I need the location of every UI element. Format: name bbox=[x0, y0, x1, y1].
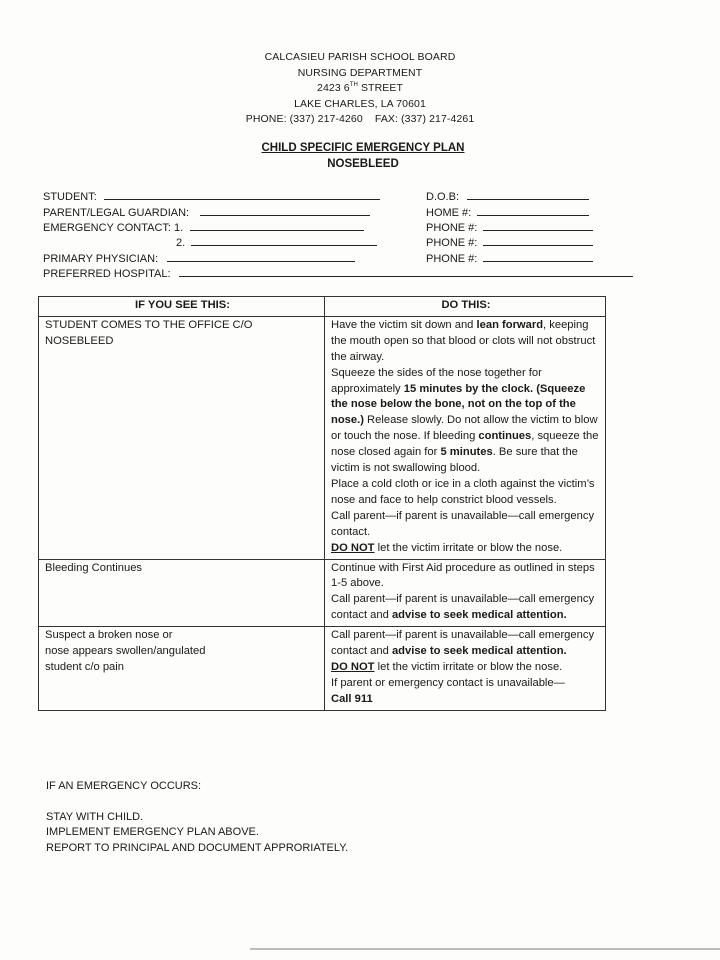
action-cell bbox=[325, 316, 606, 559]
street-address: 2423 6TH STREET bbox=[317, 82, 403, 94]
table-header-row bbox=[39, 297, 606, 317]
home-phone-field: HOME #: bbox=[426, 205, 589, 220]
action-step-4: Call parent—if parent is unavailable—call emergency contact. bbox=[331, 509, 595, 538]
hospital-blank[interactable] bbox=[179, 266, 633, 277]
phone-field-1: PHONE #: bbox=[426, 220, 593, 235]
action-cell bbox=[325, 627, 606, 711]
emergency-instructions bbox=[46, 779, 348, 857]
hospital-field: PREFERRED HOSPITAL: bbox=[43, 266, 633, 281]
action-step-1: Continue with First Aid procedure as outlined in steps 1-5 above. bbox=[331, 561, 595, 590]
instruction-2: IMPLEMENT EMERGENCY PLAN ABOVE. bbox=[46, 826, 259, 839]
action-step-5: DO NOT let the victim irritate or blow the nose. bbox=[331, 541, 563, 554]
action-step-2: DO NOT let the victim irritate or blow the nose. bbox=[331, 660, 563, 673]
emergency-contact-1-field: EMERGENCY CONTACT: 1. bbox=[43, 220, 364, 235]
column-header-see: IF YOU SEE THIS: bbox=[39, 297, 325, 317]
dob-field: D.O.B: bbox=[426, 189, 589, 204]
symptom-cell: Suspect a broken nose or nose appears swollen/angulated student c/o pain bbox=[39, 627, 325, 711]
action-step-1: Call parent—if parent is unavailable—call emergency contact and advise to seek medical attention. bbox=[331, 629, 595, 658]
guardian-field: PARENT/LEGAL GUARDIAN: bbox=[43, 205, 370, 220]
dob-blank[interactable] bbox=[467, 189, 589, 200]
action-step-3: If parent or emergency contact is unavailable— Call 911 bbox=[331, 676, 565, 705]
student-field: STUDENT: bbox=[43, 189, 380, 204]
student-blank[interactable] bbox=[104, 189, 380, 200]
phone-field-2: PHONE #: bbox=[426, 235, 593, 250]
action-step-2: Call parent—if parent is unavailable—call emergency contact and advise to seek medical attention. bbox=[331, 593, 595, 622]
action-step-1: Have the victim sit down and lean forward, keeping the mouth open so that blood or clots will not obstruct the airway. bbox=[331, 318, 596, 363]
column-header-do: DO THIS: bbox=[325, 297, 606, 317]
action-step-2: Squeeze the sides of the nose together for approximately 15 minutes by the clock. (Squeeze the nose below the bone, not on the top of the nose.) Release slowly. Do not allow the victim to blow or touch the nose. If bleeding continues, squeeze the nose closed again for 5 minutes. Be sure that the victim is not swallowing blood. bbox=[331, 366, 599, 475]
emergency-heading: IF AN EMERGENCY OCCURS: bbox=[46, 780, 202, 792]
home-phone-blank[interactable] bbox=[477, 205, 589, 216]
plan-subtitle: NOSEBLEED bbox=[327, 158, 399, 170]
emergency-contact-2-field: 2. bbox=[176, 235, 377, 250]
emergency-contact-1-blank[interactable] bbox=[190, 220, 364, 231]
emergency-plan-table bbox=[38, 296, 606, 711]
letterhead bbox=[0, 50, 720, 128]
phone-1-blank[interactable] bbox=[483, 220, 593, 231]
org-name: CALCASIEU PARISH SCHOOL BOARD bbox=[264, 51, 456, 63]
plan-main-title: CHILD SPECIFIC EMERGENCY PLAN bbox=[261, 142, 465, 154]
action-cell bbox=[325, 559, 606, 627]
phone-2-blank[interactable] bbox=[483, 235, 593, 246]
table-row bbox=[39, 627, 606, 711]
physician-blank[interactable] bbox=[167, 251, 355, 262]
phone-fax: PHONE: (337) 217-4260 FAX: (337) 217-4261 bbox=[245, 113, 475, 125]
bottom-divider bbox=[250, 948, 720, 950]
symptom-cell: Bleeding Continues bbox=[39, 559, 325, 627]
phone-field-3: PHONE #: bbox=[426, 251, 593, 266]
phone-3-blank[interactable] bbox=[483, 251, 593, 262]
instruction-1: STAY WITH CHILD. bbox=[46, 810, 144, 823]
plan-title bbox=[0, 140, 720, 172]
department-name: NURSING DEPARTMENT bbox=[297, 66, 423, 79]
symptom-cell: STUDENT COMES TO THE OFFICE C/O NOSEBLEED bbox=[39, 316, 325, 559]
instruction-3: REPORT TO PRINCIPAL AND DOCUMENT APPRORIATELY. bbox=[46, 842, 349, 855]
table-row bbox=[39, 316, 606, 559]
table-row bbox=[39, 559, 606, 627]
guardian-blank[interactable] bbox=[200, 205, 370, 216]
city-state-zip: LAKE CHARLES, LA 70601 bbox=[294, 97, 426, 110]
emergency-contact-2-blank[interactable] bbox=[191, 235, 377, 246]
action-step-3: Place a cold cloth or ice in a cloth against the victim’s nose and face to help constrict blood vessels. bbox=[331, 477, 595, 506]
physician-field: PRIMARY PHYSICIAN: bbox=[43, 251, 355, 266]
